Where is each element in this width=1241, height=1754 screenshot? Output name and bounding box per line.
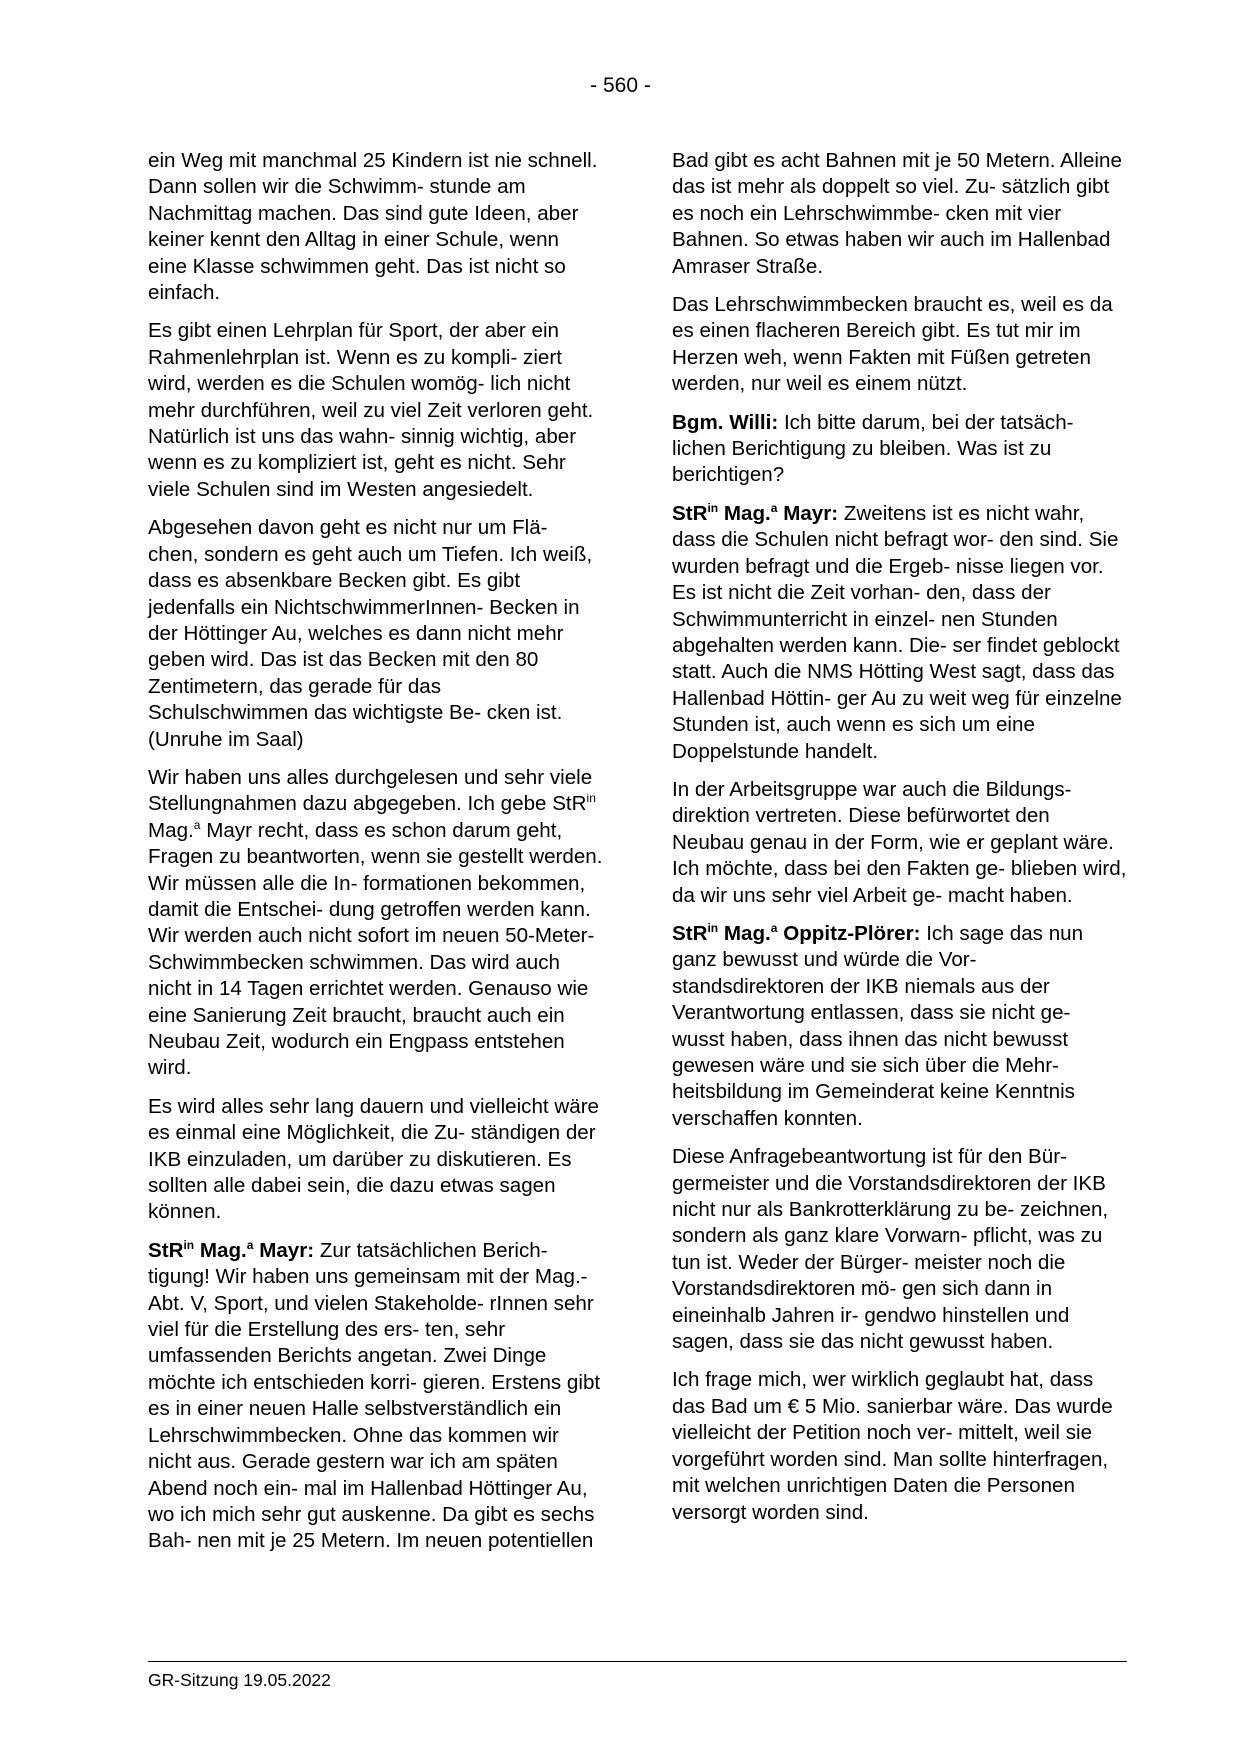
speaker-name: Bgm. Willi: <box>672 410 779 434</box>
superscript: a <box>193 817 201 832</box>
speech-paragraph <box>672 501 1127 765</box>
superscript: a <box>770 500 778 515</box>
right-column <box>672 148 1127 1538</box>
speech-text: Zur tatsächlichen Berich- tigung! Wir haben uns gemeinsam mit der Mag.-Abt. V, Sport, und vielen Stakeholde- rInnen sehr viel für die Erstellung des ers- ten, sehr umfassenden Berichts angetan. Zwei Dinge möchte ich entschieden korri- gieren. Erstens gibt es in einer neuen Halle selbstverständlich ein Lehrschwimmbecken. Ohne das kommen wir nicht aus. Gerade gestern war ich am späten Abend noch ein- mal im Hallenbad Höttinger Au, wo ich mich sehr gut auskenne. Da gibt es sechs Bah- nen mit je 25 Metern. Im neuen potentiellen <box>148 1238 601 1553</box>
speaker-part: Mayr: <box>253 1238 315 1262</box>
speaker-part: StR <box>672 501 708 525</box>
paragraph: Abgesehen davon geht es nicht nur um Flä- chen, sondern es geht auch um Tiefen. Ich weiß, dass es absenkbare Becken gibt. Es gibt jedenfalls ein NichtschwimmerInnen- Becken in der Höttinger Au, welches es dann nicht mehr geben wird. Das ist das Becken mit den 80 Zentimetern, das gerade für das Schulschwimmen das wichtigste Be- cken ist. (Unruhe im Saal) <box>148 516 593 751</box>
paragraph: Ich frage mich, wer wirklich geglaubt hat, dass das Bad um € 5 Mio. sanierbar wäre. Das wurde vielleicht der Petition noch ver- mittelt, weil sie vorgeführt worden sind. Man sollte hinterfragen, mit welchen unrichtigen Daten die Personen versorgt worden sind. <box>672 1368 1113 1524</box>
speech-paragraph <box>672 410 1127 489</box>
footer-divider <box>148 1661 1127 1662</box>
speech-text: Ich sage das nun ganz bewusst und würde die Vor- standsdirektoren der IKB niemals aus der Verantwortung entlassen, dass sie nicht ge- wusst haben, dass ihnen das nicht bewusst gewesen wäre und sie sich über die Mehr- heitsbildung im Gemeinderat keine Kenntnis verschaffen konnten. <box>672 921 1084 1130</box>
speaker-part: Mag. <box>718 501 771 525</box>
speaker-part: Oppitz-Plörer: <box>777 921 921 945</box>
superscript: a <box>770 920 778 935</box>
page-number: - 560 - <box>590 74 651 97</box>
paragraph: Diese Anfragebeantwortung ist für den Bür- germeister und die Vorstandsdirektoren der IKB nicht nur als Bankrotterklärung zu be- zeichnen, sondern als ganz klare Vorwarn- pflicht, was zu tun ist. Weder der Bürger- meister noch die Vorstandsdirektoren mö- gen sich dann in eineinhalb Jahren ir- gendwo hinstellen und sagen, dass sie das nicht gewusst haben. <box>672 1145 1109 1354</box>
speaker-part: Mag. <box>718 921 771 945</box>
footer-text: GR-Sitzung 19.05.2022 <box>148 1670 331 1690</box>
speech-paragraph <box>672 921 1127 1132</box>
speaker-part: StR <box>672 921 708 945</box>
speech-paragraph <box>148 1238 603 1555</box>
paragraph: Das Lehrschwimmbecken braucht es, weil es da es einen flacheren Bereich gibt. Es tut mir im Herzen weh, wenn Fakten mit Füßen getreten werden, nur weil es einem nützt. <box>672 293 1113 396</box>
superscript: in <box>707 920 719 935</box>
speaker-part: StR <box>148 1238 184 1262</box>
speaker-part: Mag. <box>194 1238 247 1262</box>
speaker-name <box>148 1239 314 1262</box>
superscript: in <box>586 791 596 806</box>
paragraph: In der Arbeitsgruppe war auch die Bildungs- direktion vertreten. Diese befürwortet den Neubau genau in der Form, wie er geplant wäre. Ich möchte, dass bei den Fakten ge- blieben wird, da wir uns sehr viel Arbeit ge- macht haben. <box>672 777 1127 907</box>
speech-text: Zweitens ist es nicht wahr, dass die Schulen nicht befragt wor- den sind. Sie wurden befragt und die Ergeb- nisse liegen vor. Es ist nicht die Zeit vorhan- den, dass der Schwimmunterricht in einzel- nen Stunden abgehalten werden kann. Die- ser findet geblockt statt. Auch die NMS Hötting West sagt, dass das Hallenbad Höttin- ger Au zu weit weg für einzelne Stunden ist, auch wenn es sich um eine Doppelstunde handelt. <box>672 501 1122 763</box>
speech-text: Ich bitte darum, bei der tatsäch- lichen Berichtigung zu bleiben. Was ist zu berichtigen? <box>672 410 1074 487</box>
superscript: a <box>246 1237 254 1252</box>
paragraph <box>148 765 603 1082</box>
paragraph-text: Mayr recht, dass es schon darum geht, Fragen zu beantworten, wenn sie gestellt werden. Wir müssen alle die In- formationen bekommen, damit die Entschei- dung getroffen werden kann. Wir werden auch nicht sofort im neuen 50-Meter- Schwimmbecken schwimmen. Das wird auch nicht in 14 Tagen errichtet werden. Genauso wie eine Sanierung Zeit braucht, braucht auch ein Neubau Zeit, wodurch ein Engpass entstehen wird. <box>148 818 603 1080</box>
speaker-name <box>672 922 920 945</box>
superscript: in <box>183 1237 195 1252</box>
speaker-name <box>672 502 838 525</box>
paragraph-text: Wir haben uns alles durchgelesen und sehr viele Stellungnahmen dazu abgegeben. Ich gebe StR <box>148 765 593 816</box>
left-column <box>148 148 603 1567</box>
paragraph: Es gibt einen Lehrplan für Sport, der aber ein Rahmenlehrplan ist. Wenn es zu kompli- ziert wird, werden es die Schulen womög- lich nicht mehr durchführen, weil zu viel Zeit verloren geht. Natürlich ist uns das wahn- sinnig wichtig, aber wenn es zu kompliziert ist, geht es nicht. Sehr viele Schulen sind im Westen angesiedelt. <box>148 319 594 501</box>
paragraph: Bad gibt es acht Bahnen mit je 50 Metern. Alleine das ist mehr als doppelt so viel. Zu- sätzlich gibt es noch ein Lehrschwimmbe- cken mit vier Bahnen. So etwas haben wir auch im Hallenbad Amraser Straße. <box>672 149 1122 278</box>
paragraph: Es wird alles sehr lang dauern und vielleicht wäre es einmal eine Möglichkeit, die Zu- ständigen der IKB einzuladen, um darüber zu diskutieren. Es sollten alle dabei sein, die dazu etwas sagen können. <box>148 1094 600 1224</box>
speaker-part: Mayr: <box>777 501 839 525</box>
superscript: in <box>707 500 719 515</box>
paragraph-text: Mag. <box>148 818 194 842</box>
paragraph: ein Weg mit manchmal 25 Kindern ist nie schnell. Dann sollen wir die Schwimm- stunde am Nachmittag machen. Das sind gute Ideen, aber keiner kennt den Alltag in einer Schule, wenn eine Klasse schwimmen geht. Das ist nicht so einfach. <box>148 149 598 305</box>
